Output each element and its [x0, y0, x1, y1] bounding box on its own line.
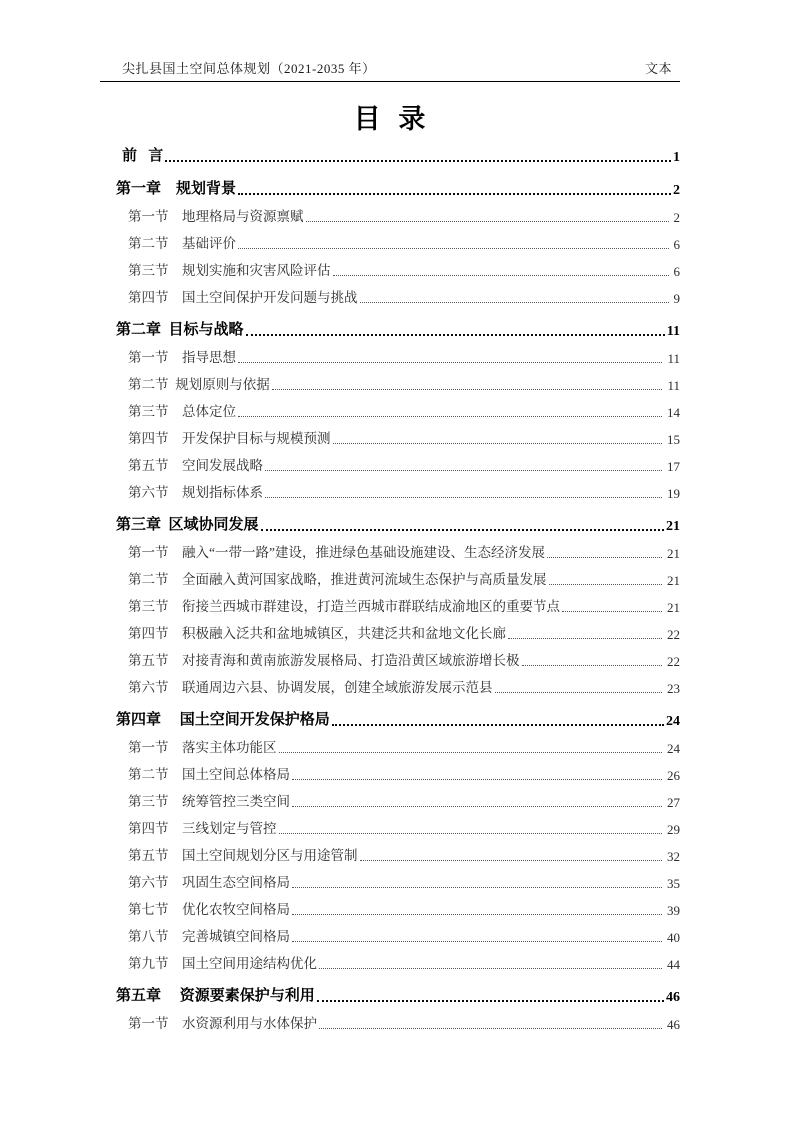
toc-entry-text: 第二节 国土空间总体格局: [128, 767, 290, 783]
dot-leader: [238, 248, 669, 249]
toc-entry-page: 6: [673, 263, 680, 279]
toc-entry: [100, 757, 680, 784]
toc-entry-page: 17: [667, 458, 680, 474]
toc-entry-text: 第七节 优化农牧空间格局: [128, 902, 290, 918]
toc-entry: [100, 172, 680, 199]
toc-entry-text: 第三节 统筹管控三类空间: [128, 794, 290, 810]
toc-entry: [100, 616, 680, 643]
toc-entry: [100, 865, 680, 892]
toc-entry: [100, 448, 680, 475]
dot-leader: [265, 497, 662, 498]
toc-entry: [100, 280, 680, 307]
toc-entry-text: 第三章 区域协同发展: [116, 517, 259, 534]
toc-entry-page: 1: [673, 149, 680, 165]
toc-entry: [100, 340, 680, 367]
toc-entry-text: 第四节 积极融入泛共和盆地城镇区，共建泛共和盆地文化长廊: [128, 626, 506, 642]
toc-entry-text: 第三节 衔接兰西城市群建设，打造兰西城市群联结成渝地区的重要节点: [128, 599, 560, 615]
dot-leader: [360, 302, 669, 303]
toc-entry-page: 23: [667, 680, 680, 696]
toc-entry: [100, 421, 680, 448]
dot-leader: [319, 968, 662, 969]
toc-entry-page: 9: [673, 290, 680, 306]
dot-leader: [292, 914, 662, 915]
dot-leader: [238, 193, 671, 195]
toc-entry: [100, 892, 680, 919]
dot-leader: [238, 362, 662, 363]
toc-entry-page: 21: [667, 599, 680, 615]
header-rule: [100, 81, 680, 82]
dot-leader: [165, 160, 671, 162]
dot-leader: [306, 221, 669, 222]
toc-entry: [100, 979, 680, 1006]
toc-entry-page: 15: [667, 431, 680, 447]
toc-entry: [100, 253, 680, 280]
toc-entry: [100, 199, 680, 226]
toc-entry: [100, 1006, 680, 1033]
toc-entry: [100, 562, 680, 589]
toc-entry: [100, 811, 680, 838]
dot-leader: [549, 584, 663, 585]
toc-entry-page: 29: [667, 821, 680, 837]
toc-entry: [100, 919, 680, 946]
toc-entry-text: 第四章 国土空间开发保护格局: [116, 712, 330, 729]
dot-leader: [292, 779, 662, 780]
dot-leader: [495, 692, 663, 693]
toc-entry: [100, 508, 680, 535]
toc-entry-text: 第九节 国土空间用途结构优化: [128, 956, 317, 972]
page-title: 目 录: [353, 104, 427, 134]
dot-leader: [319, 1028, 662, 1029]
dot-leader: [317, 1000, 664, 1002]
toc-entry-page: 26: [667, 767, 680, 783]
toc-entry-page: 32: [667, 848, 680, 864]
toc-entry: [100, 139, 680, 166]
dot-leader: [333, 443, 663, 444]
toc-entry-text: 第三节 规划实施和灾害风险评估: [128, 263, 331, 279]
toc-entry-text: 第六节 联通周边六县、协调发展，创建全域旅游发展示范县: [128, 680, 493, 696]
toc-entry-text: 第四节 三线划定与管控: [128, 821, 277, 837]
toc-entry-text: 第六节 巩固生态空间格局: [128, 875, 290, 891]
toc-entry-text: 第五章 资源要素保护与利用: [116, 988, 315, 1005]
toc-entry-text: 第二节 规划原则与依据: [128, 377, 270, 393]
toc-entry-page: 14: [667, 404, 680, 420]
dot-leader: [292, 806, 662, 807]
dot-leader: [562, 611, 662, 612]
toc-entry-text: 第二章 目标与战略: [116, 322, 244, 339]
dot-leader: [279, 752, 663, 753]
toc-entry: [100, 226, 680, 253]
toc-entry-page: 27: [667, 794, 680, 810]
toc-entry-page: 46: [667, 1016, 680, 1032]
toc-entry-text: 第二节 基础评价: [128, 236, 236, 252]
toc-entry-text: 第一节 落实主体功能区: [128, 740, 277, 756]
toc-entry-page: 44: [667, 956, 680, 972]
dot-leader: [272, 389, 663, 390]
toc-entry-text: 第五节 空间发展战略: [128, 458, 263, 474]
toc-entry-page: 35: [667, 875, 680, 891]
toc-entry-page: 21: [667, 545, 680, 561]
toc-entry-text: 第三节 总体定位: [128, 404, 236, 420]
dot-leader: [522, 665, 663, 666]
toc-entry-text: 前 言: [122, 148, 164, 165]
toc-entry-text: 第六节 规划指标体系: [128, 485, 263, 501]
dot-leader: [547, 557, 662, 558]
toc-entry-text: 第四节 国土空间保护开发问题与挑战: [128, 290, 358, 306]
toc-entry: [100, 838, 680, 865]
toc-entry-page: 2: [673, 209, 680, 225]
toc-entry-page: 39: [667, 902, 680, 918]
dot-leader: [261, 529, 664, 531]
toc-entry-text: 第八节 完善城镇空间格局: [128, 929, 290, 945]
toc-entry-text: 第二节 全面融入黄河国家战略，推进黄河流域生态保护与高质量发展: [128, 572, 547, 588]
toc-entry-page: 11: [666, 323, 680, 339]
toc-entry-page: 22: [667, 626, 680, 642]
toc-entry-text: 第五节 对接青海和黄南旅游发展格局、打造沿黄区域旅游增长极: [128, 653, 520, 669]
toc-entry-page: 19: [667, 485, 680, 501]
toc-entry: [100, 313, 680, 340]
toc-entry-page: 6: [673, 236, 680, 252]
dot-leader: [279, 833, 663, 834]
toc-entry-page: 11: [667, 350, 680, 366]
toc-entry-page: 21: [667, 572, 680, 588]
dot-leader: [332, 724, 664, 726]
toc-entry-page: 11: [667, 377, 680, 393]
toc-entry: [100, 535, 680, 562]
header-doc-type-label: 文本: [644, 61, 672, 76]
toc-list: [100, 139, 680, 1033]
toc-entry-page: 2: [673, 182, 680, 198]
toc-entry: [100, 475, 680, 502]
header-document-title: 尖扎县国土空间总体规划（2021-2035 年）: [122, 61, 376, 76]
toc-entry: [100, 367, 680, 394]
toc-entry-page: 24: [666, 713, 680, 729]
dot-leader: [238, 416, 662, 417]
dot-leader: [292, 941, 662, 942]
toc-entry-text: 第四节 开发保护目标与规模预测: [128, 431, 331, 447]
dot-leader: [265, 470, 662, 471]
toc-entry-text: 第一章 规划背景: [116, 181, 237, 198]
toc-entry: [100, 394, 680, 421]
toc-entry-text: 第一节 指导思想: [128, 350, 236, 366]
toc-entry-page: 21: [666, 518, 680, 534]
toc-entry: [100, 703, 680, 730]
toc-entry-page: 24: [667, 740, 680, 756]
toc-entry: [100, 670, 680, 697]
toc-entry-text: 第一节 地理格局与资源禀赋: [128, 209, 304, 225]
toc-entry: [100, 784, 680, 811]
dot-leader: [360, 860, 663, 861]
toc-entry-text: 第一节 融入“一带一路”建设，推进绿色基础设施建设、生态经济发展: [128, 545, 545, 561]
toc-entry: [100, 946, 680, 973]
toc-entry-text: 第一节 水资源利用与水体保护: [128, 1016, 317, 1032]
dot-leader: [292, 887, 662, 888]
toc-entry: [100, 589, 680, 616]
toc-entry-text: 第五节 国土空间规划分区与用途管制: [128, 848, 358, 864]
toc-entry: [100, 643, 680, 670]
toc-entry-page: 46: [666, 989, 680, 1005]
running-header: [100, 58, 680, 82]
dot-leader: [508, 638, 662, 639]
toc-entry: [100, 730, 680, 757]
dot-leader: [246, 334, 665, 336]
dot-leader: [333, 275, 669, 276]
toc-entry-page: 40: [667, 929, 680, 945]
toc-entry-page: 22: [667, 653, 680, 669]
